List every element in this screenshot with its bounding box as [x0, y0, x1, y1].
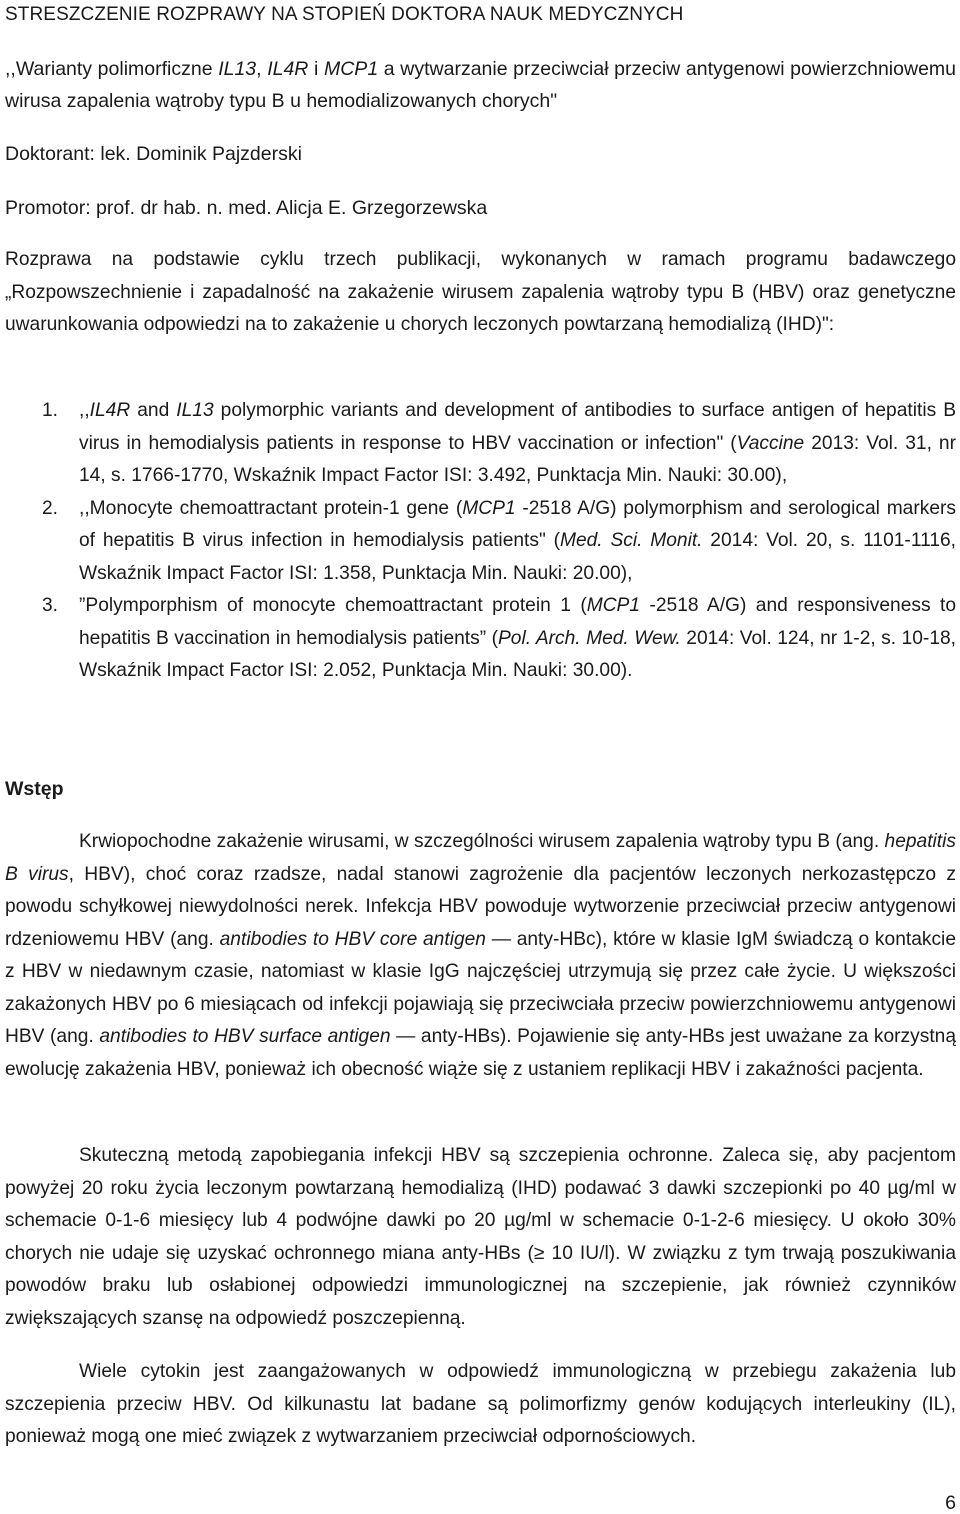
doctoral-candidate: Doktorant: lek. Dominik Pajzderski: [5, 143, 302, 165]
publication-gene: MCP1: [586, 595, 641, 616]
title-sep-2: i: [308, 58, 324, 80]
publication-text: ,,Monocyte chemoattractant protein-1 gene (: [79, 497, 463, 519]
section-heading-wstep: Wstęp: [5, 778, 64, 800]
paragraph-term: antibodies to HBV surface antigen: [99, 1026, 391, 1047]
dissertation-title: [5, 53, 956, 117]
title-gene-mcp1: MCP1: [323, 58, 379, 80]
publication-number: 2.: [42, 497, 59, 519]
paragraph-text: Krwiopochodne zakażenie wirusami, w szczególności wirusem zapalenia wątroby typu B (ang.: [79, 831, 885, 852]
publication-item-1: [5, 395, 956, 493]
title-gene-il13: IL13: [218, 58, 257, 80]
publication-text: -2518 A/G) and responsiveness to hepatitis B vaccination in hemodialysis patients” (: [79, 595, 956, 649]
title-sep-1: ,: [256, 58, 268, 80]
body-paragraph-1: [5, 826, 956, 1086]
publication-citation: 2013: Vol. 31, nr 14, s. 1766-1770, Wskaźnik Impact Factor ISI: 3.492, Punktacja Min. Nauki: 30.00),: [79, 432, 956, 486]
paragraph-term: hepatitis B virus: [5, 831, 956, 885]
publication-list: [5, 395, 956, 688]
publication-journal: Vaccine: [736, 432, 805, 454]
publication-item-3: [5, 590, 956, 688]
publication-gene: IL13: [176, 400, 214, 421]
supervisor: Promotor: prof. dr hab. n. med. Alicja E. Grzegorzewska: [5, 197, 488, 219]
paragraph-text: — anty-HBs). Pojawienie się anty-HBs jest uważane za korzystną ewolucję zakażenia HBV, ponieważ ich obecność wiąże się z ustaniem replikacji HBV i zakaźności pacjenta.: [5, 1026, 956, 1080]
publication-citation: 2014: Vol. 124, nr 1-2, s. 10-18, Wskaźnik Impact Factor ISI: 2.052, Punktacja Min. Nauki: 30.00).: [79, 627, 956, 681]
body-paragraph-2: Skuteczną metodą zapobiegania infekcji HBV są szczepienia ochronne. Zaleca się, aby pacjentom powyżej 20 roku życia leczonym powtarzaną hemodializą (IHD) podawać 3 dawki szczepionki po 40 µg/ml w schemacie 0-1-6 miesięcy lub 4 podwójne dawki po 20 µg/ml w schemacie 0-1-2-6 miesięcy. U około 30% chorych nie udaje się uzyskać ochronnego miana anty-HBs (≥ 10 IU/l). W związku z tym trwają poszukiwania powodów braku lub osłabionej odpowiedzi immunologicznej na szczepienie, jak również czynników zwiększających szansę na odpowiedź poszczepienną.: [5, 1145, 956, 1329]
publication-text: and: [130, 400, 177, 421]
document-header: STRESZCZENIE ROZPRAWY NA STOPIEŃ DOKTORA NAUK MEDYCZNYCH: [5, 4, 684, 25]
publication-gene: MCP1: [462, 497, 516, 519]
body-paragraph-3: Wiele cytokin jest zaangażowanych w odpowiedź immunologiczną w przebiegu zakażenia lub szczepienia przeciw HBV. Od kilkunastu lat badane są polimorfizmy genów kodujących interleukiny (IL), ponieważ mogą one mieć związek z wytwarzaniem przeciwciał odpornościowych.: [5, 1361, 956, 1447]
intro-paragraph: Rozprawa na podstawie cyklu trzech publikacji, wykonanych w ramach programu badawczego „Rozpowszechnienie i zapadalność na zakażenie wirusem zapalenia wątroby typu B (HBV) oraz genetyczne uwarunkowania odpowiedzi na to zakażenie u chorych leczonych powtarzaną hemodializą (IHD)":: [5, 249, 956, 335]
paragraph-text: , HBV), choć coraz rzadsze, nadal stanowi zagrożenie dla pacjentów leczonych nerkozastępczo z powodu schyłkowej niewydolności nerek. Infekcja HBV powoduje wytworzenie przeciwciał przeciw antygenowi rdzeniowemu HBV (ang.: [5, 863, 956, 950]
title-gene-il4r: IL4R: [267, 58, 309, 80]
publication-text: polymorphic variants and development of antibodies to surface antigen of hepatitis B virus in hemodialysis patients in response to HBV vaccination or infection" (: [79, 400, 956, 454]
publication-gene: IL4R: [89, 400, 131, 421]
publication-number: 1.: [42, 400, 59, 421]
publication-text: -2518 A/G) polymorphism and serological markers of hepatitis B virus infection in hemodialysis patients" (: [79, 497, 956, 551]
title-suffix: a wytwarzanie przeciwciał przeciw antygenowi powierzchniowemu wirusa zapalenia wątroby typu B u hemodializowanych chorych": [5, 58, 956, 112]
publication-citation: 2014: Vol. 20, s. 1101-1116, Wskaźnik Impact Factor ISI: 1.358, Punktacja Min. Nauki: 20.00),: [79, 530, 956, 584]
publication-number: 3.: [42, 595, 59, 616]
publication-journal: Pol. Arch. Med. Wew.: [497, 627, 681, 649]
paragraph-text: — anty-HBc), które w klasie IgM świadczą o kontakcie z HBV w niedawnym czasie, natomiast w klasie IgG najczęściej utrzymują się przez całe życie. U większości zakażonych HBV po 6 miesiącach od infekcji pojawiają się przeciwciała przeciw powierzchniowemu antygenowi HBV (ang.: [5, 928, 956, 1047]
paragraph-term: antibodies to HBV core antigen: [219, 928, 486, 950]
publication-item-2: [5, 493, 956, 591]
publication-text: ”Polymporphism of monocyte chemoattractant protein 1 (: [79, 595, 587, 616]
title-prefix: ,,Warianty polimorficzne: [5, 58, 219, 80]
publication-text: ,,: [79, 400, 90, 421]
publication-journal: Med. Sci. Monit.: [559, 530, 703, 551]
page-number: 6: [945, 1492, 956, 1514]
